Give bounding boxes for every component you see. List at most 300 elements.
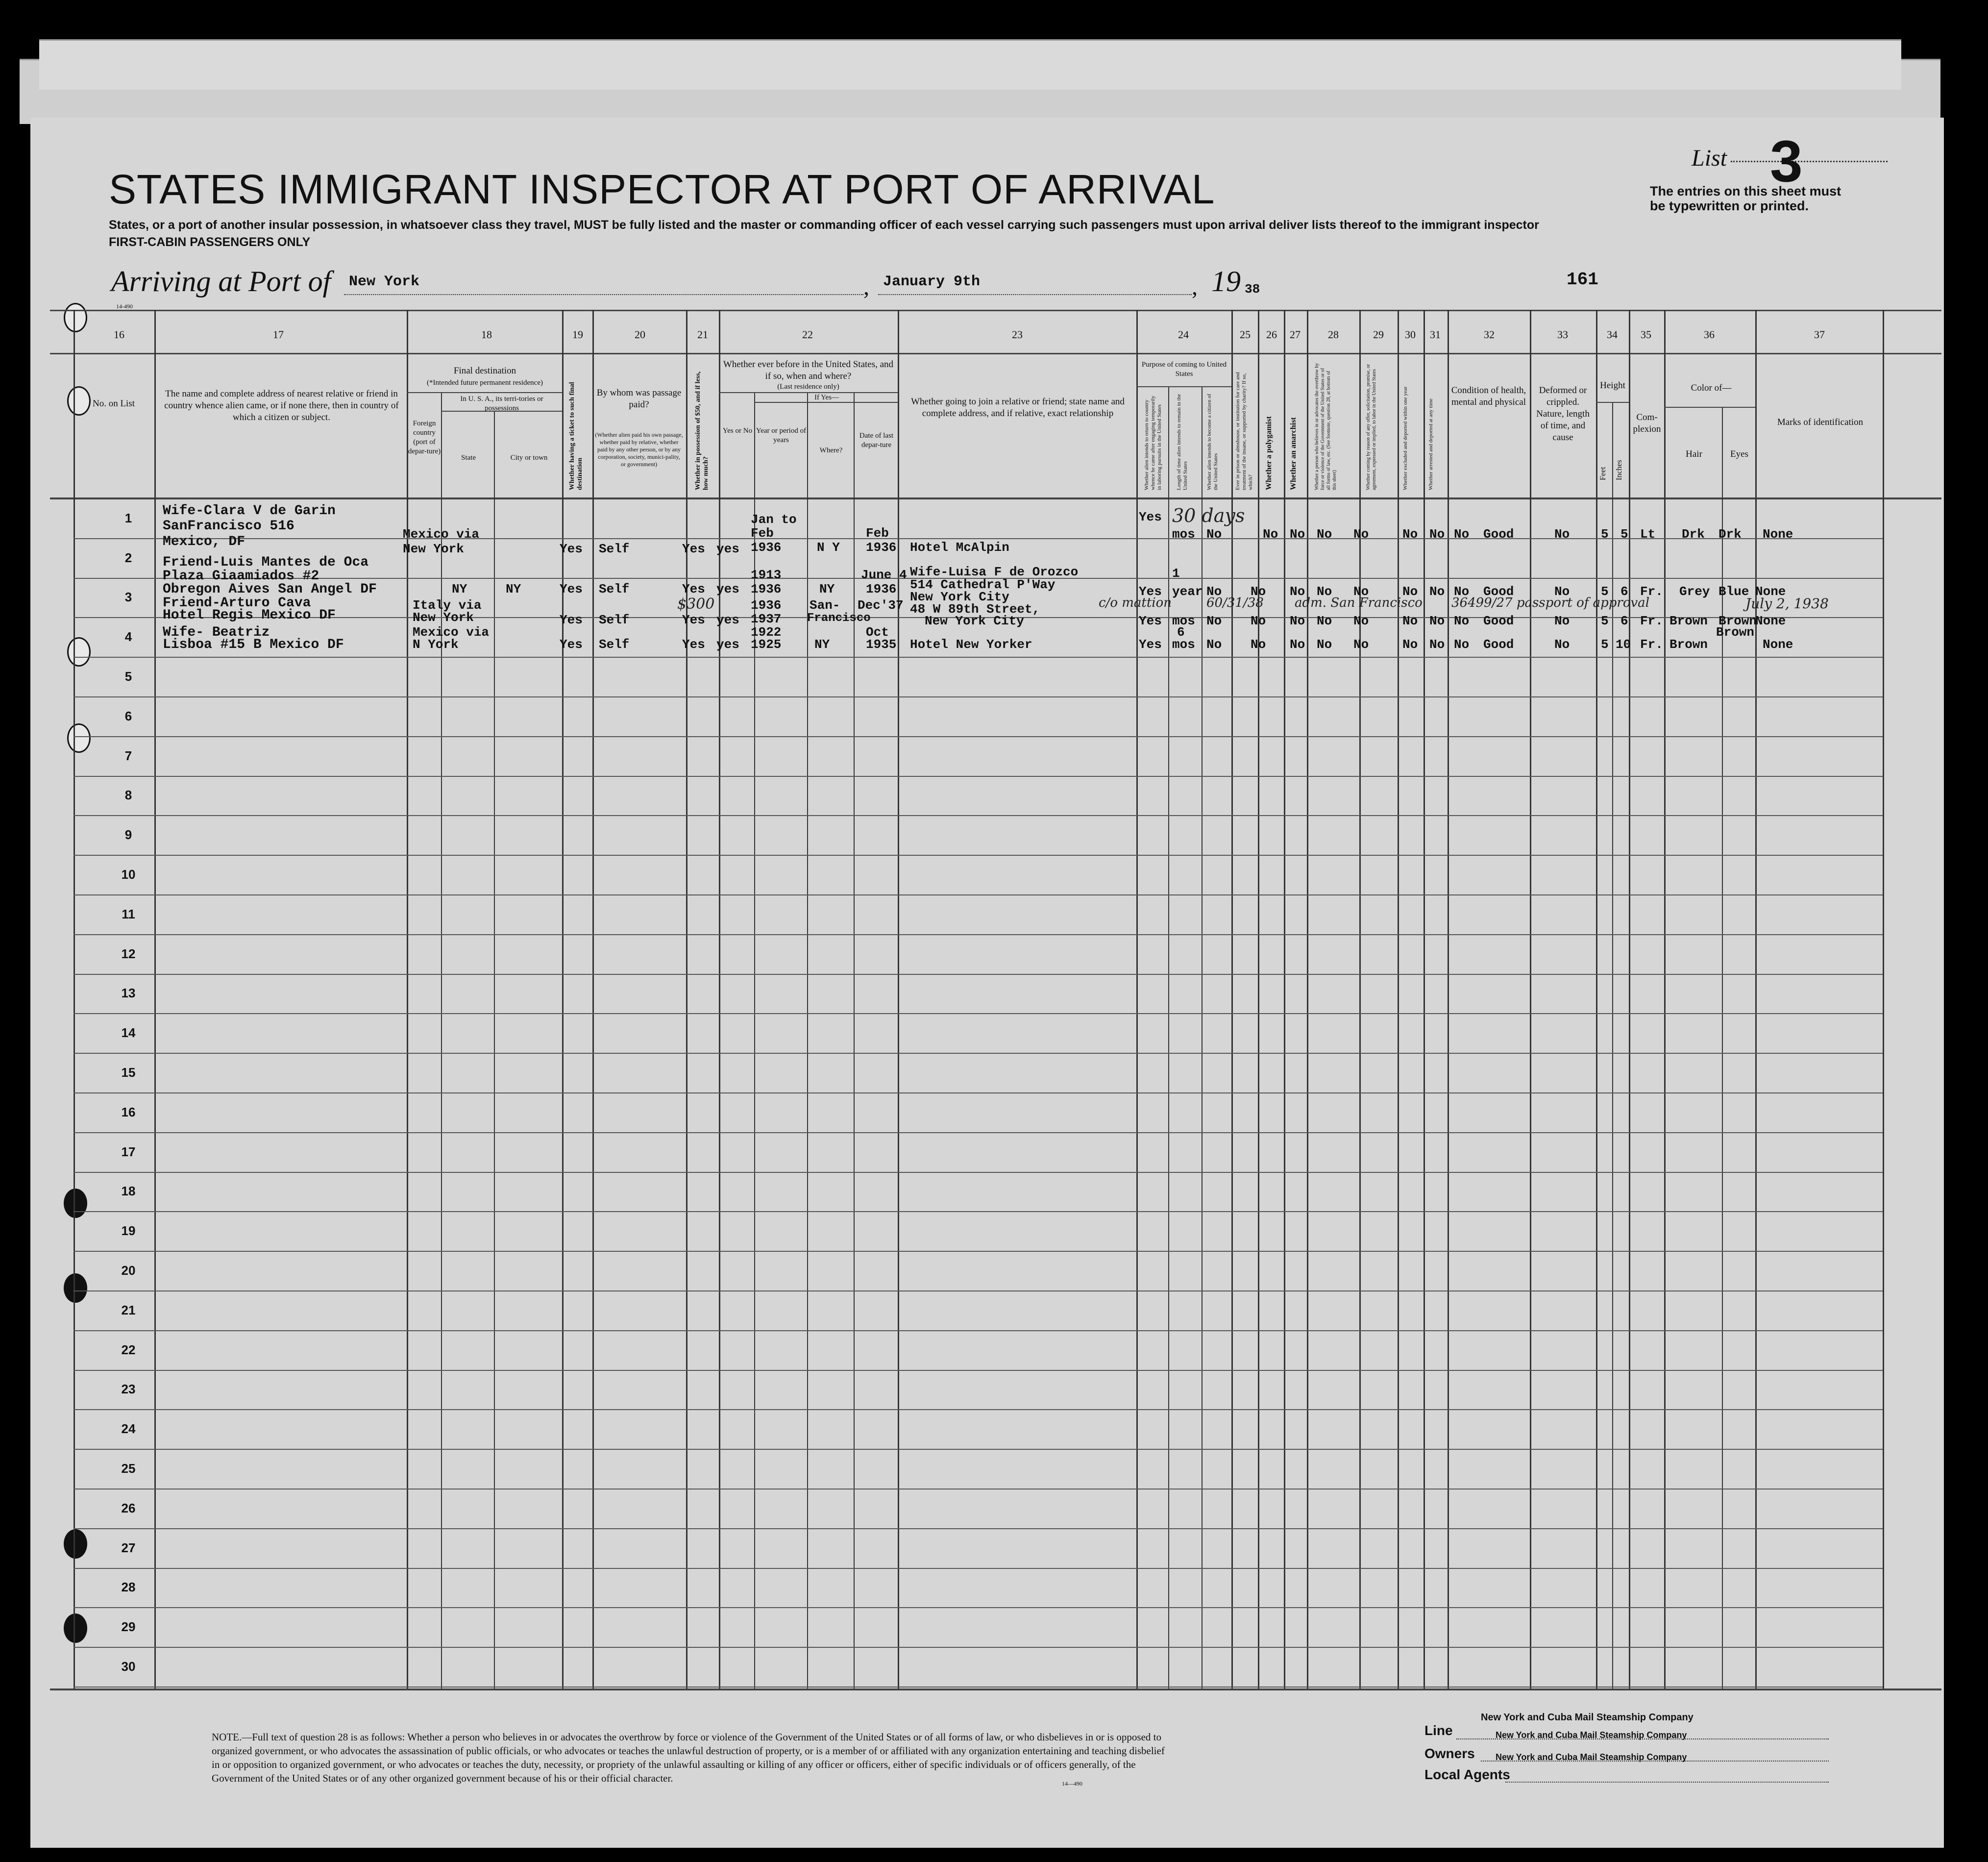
r1-dest-foreign-2: New York — [403, 542, 464, 556]
header-paid-by-note: (Whether alien paid his own passage, whether paid by relative, whether paid by any other person, or by any corporation, society, munici-pality, or government) — [595, 431, 683, 468]
r4-years-2: 1925 — [751, 637, 782, 652]
header-anarchist: Whether an anarchist — [1289, 417, 1298, 490]
subcol-divider — [1168, 387, 1169, 1688]
r3-c26: No — [1290, 614, 1305, 628]
r1-health: Good — [1483, 527, 1514, 542]
col-divider — [1136, 310, 1138, 1688]
header-height: Height — [1600, 380, 1625, 391]
row-number: 13 — [121, 986, 136, 1000]
r3-years-2: 1937 — [751, 612, 782, 626]
agents-rule — [1505, 1782, 1829, 1783]
row-rule — [74, 696, 1883, 697]
r2-inches: 6 — [1620, 584, 1628, 599]
row-rule — [74, 657, 1883, 658]
r3-where-1: San- — [810, 598, 840, 613]
col-divider — [1596, 310, 1597, 1688]
r3-where-2: Francisco — [807, 612, 871, 625]
agents-label: Local Agents — [1424, 1767, 1510, 1782]
r2-length-1: 1 — [1172, 566, 1180, 581]
r1-ticket: Yes — [560, 542, 583, 556]
form-code-top: 14-490 — [116, 303, 133, 310]
binder-hole — [67, 723, 91, 753]
row-rule — [74, 1330, 1883, 1331]
r1-c28: No — [1353, 527, 1369, 542]
page-subtitle-class: FIRST-CABIN PASSENGERS ONLY — [109, 235, 311, 249]
table-top-rule — [50, 310, 1941, 311]
header-arrested: Whether arrested and deported at any time — [1428, 398, 1434, 490]
r4-join: Hotel New Yorker — [910, 637, 1032, 652]
date-value: January 9th — [883, 273, 981, 290]
r3-eyes: Brown — [1718, 614, 1757, 628]
header-join-relative: Whether going to join a relative or friend; state name and complete address, and if relative, exact relationship — [911, 397, 1125, 419]
header-marks: Marks of identification — [1777, 417, 1864, 427]
r1-feet: 5 — [1601, 527, 1609, 542]
page-number: 161 — [1567, 270, 1598, 290]
subcol-divider — [1202, 387, 1203, 1688]
r2-c25: No — [1251, 584, 1266, 599]
row-rule — [74, 855, 1883, 856]
subcol-divider — [1612, 402, 1613, 1688]
r3-hand-annotation-2: 60/31/38 — [1206, 596, 1264, 610]
row-number: 17 — [121, 1144, 136, 1159]
row-number: 1 — [124, 511, 132, 525]
col-divider — [1424, 310, 1425, 1688]
colnum-20: 20 — [635, 328, 645, 341]
r1-relative-1: Wife-Clara V de Garin — [163, 503, 336, 519]
r2-before: yes — [716, 582, 739, 596]
colnum-16: 16 — [114, 328, 124, 341]
r3-join-1: 48 W 89th Street, — [910, 602, 1040, 617]
r3-hand-annotation-1: c/o mattion — [1099, 596, 1172, 610]
row-rule — [74, 1568, 1883, 1569]
r4-paid: Self — [599, 637, 630, 652]
colnum-rule — [50, 353, 1941, 354]
r4-departure-2: 1935 — [866, 637, 897, 652]
header-overthrow: Whether a person who believes in or advocates the overthrow by force or violence of the Government of the United States or of all forms of law, etc. (See footnote, question 28, at bottom of this sheet) — [1314, 363, 1337, 490]
col-divider — [1883, 310, 1884, 1688]
row-number: 21 — [121, 1303, 136, 1317]
row-number: 6 — [124, 709, 132, 723]
col-divider — [1664, 310, 1666, 1688]
r3-c30: No — [1429, 614, 1445, 628]
r2-relative-2: Plaza Giaamiados #2 — [163, 569, 319, 584]
r4-citizen: No — [1206, 637, 1222, 652]
header-years: Year or period of years — [756, 427, 807, 444]
row-rule — [74, 1251, 1883, 1252]
port-line — [344, 294, 863, 295]
table-bottom-rule — [50, 1688, 1941, 1690]
r3-hand-annotation-4: 36499/27 passport of approval — [1451, 596, 1650, 610]
year-prefix: 19 — [1211, 265, 1241, 298]
owners-value: New York and Cuba Mail Steamship Company — [1496, 1752, 1687, 1762]
row-rule — [74, 1647, 1883, 1648]
row-number: 18 — [121, 1184, 136, 1198]
r1-before: yes — [716, 542, 739, 556]
r2-join-2: 514 Cathedral P'Way — [910, 577, 1055, 592]
row-rule — [74, 1528, 1883, 1529]
manifest-sheet — [30, 118, 1944, 1848]
row-number: 12 — [121, 946, 136, 961]
row-number: 20 — [121, 1263, 136, 1278]
subcol-divider — [807, 392, 808, 1688]
col-divider — [1359, 310, 1361, 1688]
owners-label: Owners — [1424, 1746, 1475, 1761]
r1-purpose: Yes — [1139, 510, 1162, 524]
subcol-divider — [1722, 407, 1723, 1688]
header-state: State — [461, 454, 476, 462]
header-excluded: Whether excluded and deported within one year — [1402, 386, 1408, 490]
header-final-destination: Final destination — [453, 366, 516, 376]
r4-departure-1: Oct — [866, 625, 889, 640]
r4-c25: No — [1251, 637, 1266, 652]
row-rule — [74, 1449, 1883, 1450]
r4-c27: No — [1317, 637, 1332, 652]
r4-inches: 10 — [1616, 637, 1631, 652]
r4-c29: No — [1402, 637, 1418, 652]
r4-c26: No — [1290, 637, 1305, 652]
r2-departure-2: 1936 — [866, 582, 897, 596]
r2-marks: None — [1755, 584, 1786, 599]
colnum-27: 27 — [1290, 328, 1301, 341]
row-number: 26 — [121, 1501, 136, 1515]
r3-c27: No — [1317, 614, 1332, 628]
row-number: 22 — [121, 1342, 136, 1357]
col-divider — [1284, 310, 1285, 1688]
col-divider — [719, 310, 720, 1688]
col-divider — [1755, 310, 1757, 1688]
colnum-33: 33 — [1557, 328, 1568, 341]
row-rule — [74, 1607, 1883, 1608]
r2-c30: No — [1429, 584, 1445, 599]
r1-c30: No — [1429, 527, 1445, 542]
r1-join: Hotel McAlpin — [910, 540, 1009, 555]
r2-purpose: Yes — [1139, 584, 1162, 599]
r2-c27: No — [1317, 584, 1332, 599]
colnum-22: 22 — [802, 328, 813, 341]
header-return: Whether alien intends to return to country whence he came after engaging temporarily in laboring pursuits in the United States — [1144, 396, 1162, 490]
header-yes-or-no: Yes or No — [722, 427, 753, 435]
r3-c25: No — [1251, 614, 1266, 628]
r1-inches: 5 — [1620, 527, 1628, 542]
header-before-in-us: Whether ever before in the United States, and if so, when and where? — [723, 359, 894, 381]
colnum-23: 23 — [1012, 328, 1023, 341]
col-divider — [407, 310, 408, 1688]
col-divider — [1307, 310, 1308, 1688]
r2-ticket: Yes — [560, 582, 583, 596]
footnote-question-28: NOTE.—Full text of question 28 is as follows: Whether a person who believes in or advocates the overthrow by force or violence of the Government of the United States or of all forms of law, or who disbelieves in or is opposed to organized government, or who advocates the assassination of public officials, or who advocates or teaches the unlawful destruction of property, or is a member of or affiliated with any organization entertaining and teaching disbelief in or opposition to organized government, or who advocates or teaches the duty, necessity, or propriety of the unlawful assaulting or killing of any officer or officers, either of specific individuals or of officers generally, of the Government of the United States or of any other organized government because of his or their official character. — [212, 1731, 1165, 1784]
header-feet: Feet — [1599, 467, 1607, 480]
col-divider — [592, 310, 594, 1688]
r3-hand-annotation-5: July 2, 1938 — [1745, 596, 1829, 612]
r2-where: NY — [819, 582, 835, 596]
binder-hole — [64, 1529, 87, 1559]
row-number: 4 — [124, 629, 132, 644]
r3-hand-annotation-3: adm. San Francisco — [1295, 596, 1423, 610]
row-rule — [74, 1172, 1883, 1173]
r3-c31: No — [1454, 614, 1470, 628]
colnum-31: 31 — [1430, 328, 1441, 341]
r4-c30: No — [1429, 637, 1445, 652]
r3-inches: 6 — [1620, 614, 1628, 628]
binder-hole — [64, 303, 87, 332]
col-divider — [1629, 310, 1630, 1688]
r1-paid: Self — [599, 542, 630, 556]
row-number: 25 — [121, 1461, 136, 1476]
row-number: 29 — [121, 1619, 136, 1634]
r1-complexion: Lt — [1640, 527, 1656, 542]
r3-dest-foreign-2: New York — [413, 610, 474, 625]
row-number: 23 — [121, 1382, 136, 1396]
col-divider — [898, 310, 899, 1688]
header-hair: Hair — [1686, 449, 1702, 459]
colnum-17: 17 — [273, 328, 284, 341]
r3-money: Yes — [682, 613, 705, 627]
colnum-26: 26 — [1266, 328, 1277, 341]
r2-health: Good — [1483, 584, 1514, 599]
r4-relative-1: Wife- Beatriz — [163, 625, 270, 640]
header-prison: Ever in prison or almshouse, or institution for care and treatment of the insane, or supported by charity? If so, which? — [1235, 372, 1253, 490]
row-rule — [74, 1092, 1883, 1093]
r1-c31: No — [1454, 527, 1470, 542]
list-number: 3 — [1770, 128, 1803, 194]
r4-health: Good — [1483, 637, 1514, 652]
row-number: 15 — [121, 1065, 136, 1080]
colnum-37: 37 — [1814, 328, 1825, 341]
header-before-in-us-note: (Last residence only) — [777, 383, 839, 391]
page-title: STATES IMMIGRANT INSPECTOR AT PORT OF ARRIVAL — [109, 166, 1215, 212]
r3-c28: No — [1353, 614, 1369, 628]
binder-hole — [64, 1614, 87, 1643]
row-number: 10 — [121, 867, 136, 882]
row-number: 8 — [124, 788, 132, 802]
r4-eyes: Brown — [1716, 625, 1755, 640]
r3-marks: None — [1755, 614, 1786, 628]
r4-years-1: 1922 — [751, 625, 782, 640]
r3-join-2: New York City — [925, 614, 1024, 628]
subheader-rule — [407, 392, 562, 393]
r2-dest-city: NY — [506, 582, 521, 596]
row-rule — [74, 1132, 1883, 1133]
form-code-bottom: 14—490 — [1062, 1780, 1082, 1787]
r2-years-1: 1913 — [751, 568, 782, 582]
r3-dest-foreign-1: Italy via — [413, 598, 482, 613]
year-suffix: 38 — [1245, 282, 1260, 297]
colnum-28: 28 — [1328, 328, 1339, 341]
company-top: New York and Cuba Mail Steamship Company — [1481, 1712, 1693, 1723]
header-inches: Inches — [1615, 460, 1623, 480]
subcol-divider — [441, 392, 442, 1688]
header-polygamist: Whether a polygamist — [1265, 416, 1273, 490]
r3-health: Good — [1483, 614, 1514, 628]
typewritten-note-1: The entries on this sheet must — [1650, 184, 1841, 199]
row-number: 14 — [121, 1025, 136, 1040]
header-where: Where? — [819, 447, 843, 454]
row-rule — [74, 894, 1883, 895]
r2-c28: No — [1353, 584, 1369, 599]
list-underline — [1731, 161, 1888, 162]
header-health: Condition of health, mental and physical — [1451, 385, 1526, 407]
colnum-34: 34 — [1607, 328, 1618, 341]
row-rule — [74, 1489, 1883, 1490]
r3-citizen: No — [1206, 614, 1222, 628]
date-line — [878, 294, 1192, 295]
header-last-departure: Date of last depar-ture — [859, 432, 894, 449]
r2-citizen: No — [1206, 584, 1222, 599]
binder-hole — [67, 637, 91, 667]
r3-deformed: No — [1554, 614, 1570, 628]
header-labor-offer: Whether coming by reason of any offer, solicitation, promise, or agreement, expressed or implied, to labor in the United States — [1366, 364, 1377, 490]
r1-years-2: Feb — [751, 526, 774, 541]
r3-purpose: Yes — [1139, 614, 1162, 628]
r3-paid: Self — [599, 613, 630, 627]
subcol-divider — [854, 392, 855, 1688]
r2-years-2: 1936 — [751, 582, 782, 596]
row-number: 16 — [121, 1105, 136, 1119]
r4-complexion: Fr. — [1640, 637, 1663, 652]
page-subtitle: States, or a port of another insular possession, in whatsoever class they travel, MUST be fully listed and the master or commanding officer of each vessel carrying such passengers must upon arrival deliver lists thereof to the immigrant inspector — [109, 218, 1539, 232]
colnum-36: 36 — [1704, 328, 1715, 341]
r1-relative-2: SanFrancisco 516 — [163, 519, 295, 534]
r1-years-3: 1936 — [751, 540, 782, 555]
r4-dest-foreign-1: Mexico via — [413, 625, 490, 640]
r4-deformed: No — [1554, 637, 1570, 652]
r1-hair: Drk — [1682, 527, 1705, 542]
r3-complexion: Fr. — [1640, 614, 1663, 628]
r3-before: yes — [716, 613, 739, 627]
row-rule — [74, 934, 1883, 935]
r4-c31: No — [1454, 637, 1470, 652]
r4-marks: None — [1763, 637, 1793, 652]
header-purpose: Purpose of coming to United States — [1141, 361, 1227, 378]
r1-citizen: No — [1206, 527, 1222, 542]
header-final-destination-note: (*Intended future permanent residence) — [427, 379, 543, 387]
header-paid-by: By whom was passage paid? — [596, 388, 682, 410]
subheader-rule — [1136, 386, 1231, 387]
r2-length-2: year — [1172, 584, 1203, 599]
r1-where: N Y — [817, 540, 840, 555]
r4-c28: No — [1353, 637, 1369, 652]
arriving-label: Arriving at Port of — [111, 265, 331, 298]
row-rule — [74, 815, 1883, 816]
subheader-rule — [1664, 407, 1755, 408]
row-rule — [74, 1370, 1883, 1371]
row-number: 2 — [124, 550, 132, 565]
col-divider — [154, 310, 156, 1688]
r1-marks: None — [1763, 527, 1793, 542]
row-number: 7 — [124, 748, 132, 763]
r4-purpose: Yes — [1139, 637, 1162, 652]
binder-hole — [64, 1189, 87, 1218]
r1-deformed: No — [1554, 527, 1570, 542]
r3-ticket: Yes — [560, 613, 583, 627]
r1-dest-foreign-1: Mexico via — [403, 527, 480, 542]
row-number: 24 — [121, 1421, 136, 1436]
r2-join-1: Wife-Luisa F de Orozco — [910, 565, 1079, 579]
r4-length-2: mos — [1172, 637, 1195, 652]
colnum-32: 32 — [1484, 328, 1495, 341]
row-rule — [74, 736, 1883, 737]
col-divider — [1398, 310, 1399, 1688]
r3-feet: 5 — [1601, 614, 1609, 628]
r2-c26: No — [1290, 584, 1305, 599]
r4-before: yes — [716, 637, 739, 652]
row-number: 3 — [124, 590, 132, 604]
subheader-rule — [1596, 402, 1629, 403]
row-rule — [74, 974, 1883, 975]
header-intends-citizen: Whether alien intends to become a citizen of the United States — [1206, 394, 1219, 490]
r4-money: Yes — [682, 637, 705, 652]
r2-paid: Self — [599, 582, 630, 596]
r1-c27: No — [1317, 527, 1332, 542]
row-rule — [74, 1053, 1883, 1054]
comma-2: , — [1192, 274, 1198, 300]
r2-complexion: Fr. — [1640, 584, 1663, 599]
r3-money-hand: $300 — [677, 596, 715, 613]
r1-relative-3: Mexico, DF — [163, 534, 245, 549]
header-relative: The name and complete address of nearest relative or friend in country whence alien came, or if none there, then in country of which a citizen or subject. — [164, 389, 399, 422]
r4-feet: 5 — [1601, 637, 1609, 652]
col-divider — [562, 310, 564, 1688]
row-rule — [74, 1211, 1883, 1212]
col-divider — [1258, 310, 1259, 1688]
r1-departure-1: Feb — [866, 526, 889, 541]
header-length-of-stay: Length of time alien intends to remain in the United States — [1176, 394, 1188, 490]
binder-hole — [64, 1273, 87, 1303]
r3-years: 1936 — [751, 598, 782, 613]
underlying-sheet-2 — [39, 39, 1901, 90]
header-color-of: Color of— — [1691, 383, 1732, 393]
r1-c25: No — [1263, 527, 1278, 542]
r2-eyes: Blue — [1718, 584, 1749, 599]
header-city: City or town — [510, 454, 548, 462]
r3-relative-1: Friend-Arturo Cava — [163, 596, 311, 611]
list-label: List — [1692, 145, 1727, 171]
r3-hair: Brown — [1669, 614, 1708, 628]
row-rule — [74, 776, 1883, 777]
r2-c31: No — [1454, 584, 1470, 599]
typewritten-note-2: be typewritten or printed. — [1650, 199, 1809, 213]
r4-dest-foreign-2: N York — [413, 637, 459, 652]
row-rule — [74, 1013, 1883, 1014]
r1-length-hand: 30 days — [1172, 505, 1245, 526]
col-divider — [686, 310, 687, 1688]
r3-relative-2: Hotel Regis Mexico DF — [163, 608, 336, 623]
header-bottom-rule — [50, 497, 1941, 499]
r4-hair: Brown — [1669, 637, 1708, 652]
row-number: 11 — [122, 907, 135, 921]
r2-money: Yes — [682, 582, 705, 596]
colnum-25: 25 — [1240, 328, 1251, 341]
r2-c29: No — [1402, 584, 1418, 599]
header-deformed: Deformed or crippled. Nature, length of time, and cause — [1536, 385, 1590, 443]
r2-relative-3: Obregon Aives San Angel DF — [163, 582, 377, 597]
r1-years-1: Jan to — [751, 512, 797, 527]
r2-departure-1: June 4 — [861, 568, 907, 582]
subcol-divider — [494, 412, 495, 1688]
r4-length-1: 6 — [1177, 625, 1185, 640]
r4-where: NY — [814, 637, 830, 652]
r3-c29: No — [1402, 614, 1418, 628]
r3-departure: Dec'37 — [858, 598, 904, 613]
r1-length: mos — [1172, 527, 1195, 542]
row-number: 5 — [124, 669, 132, 684]
r1-money: Yes — [682, 542, 705, 556]
r4-ticket: Yes — [560, 637, 583, 652]
colnum-21: 21 — [697, 328, 708, 341]
comma-1: , — [863, 274, 869, 300]
colnum-24: 24 — [1178, 328, 1189, 341]
r2-deformed: No — [1554, 584, 1570, 599]
